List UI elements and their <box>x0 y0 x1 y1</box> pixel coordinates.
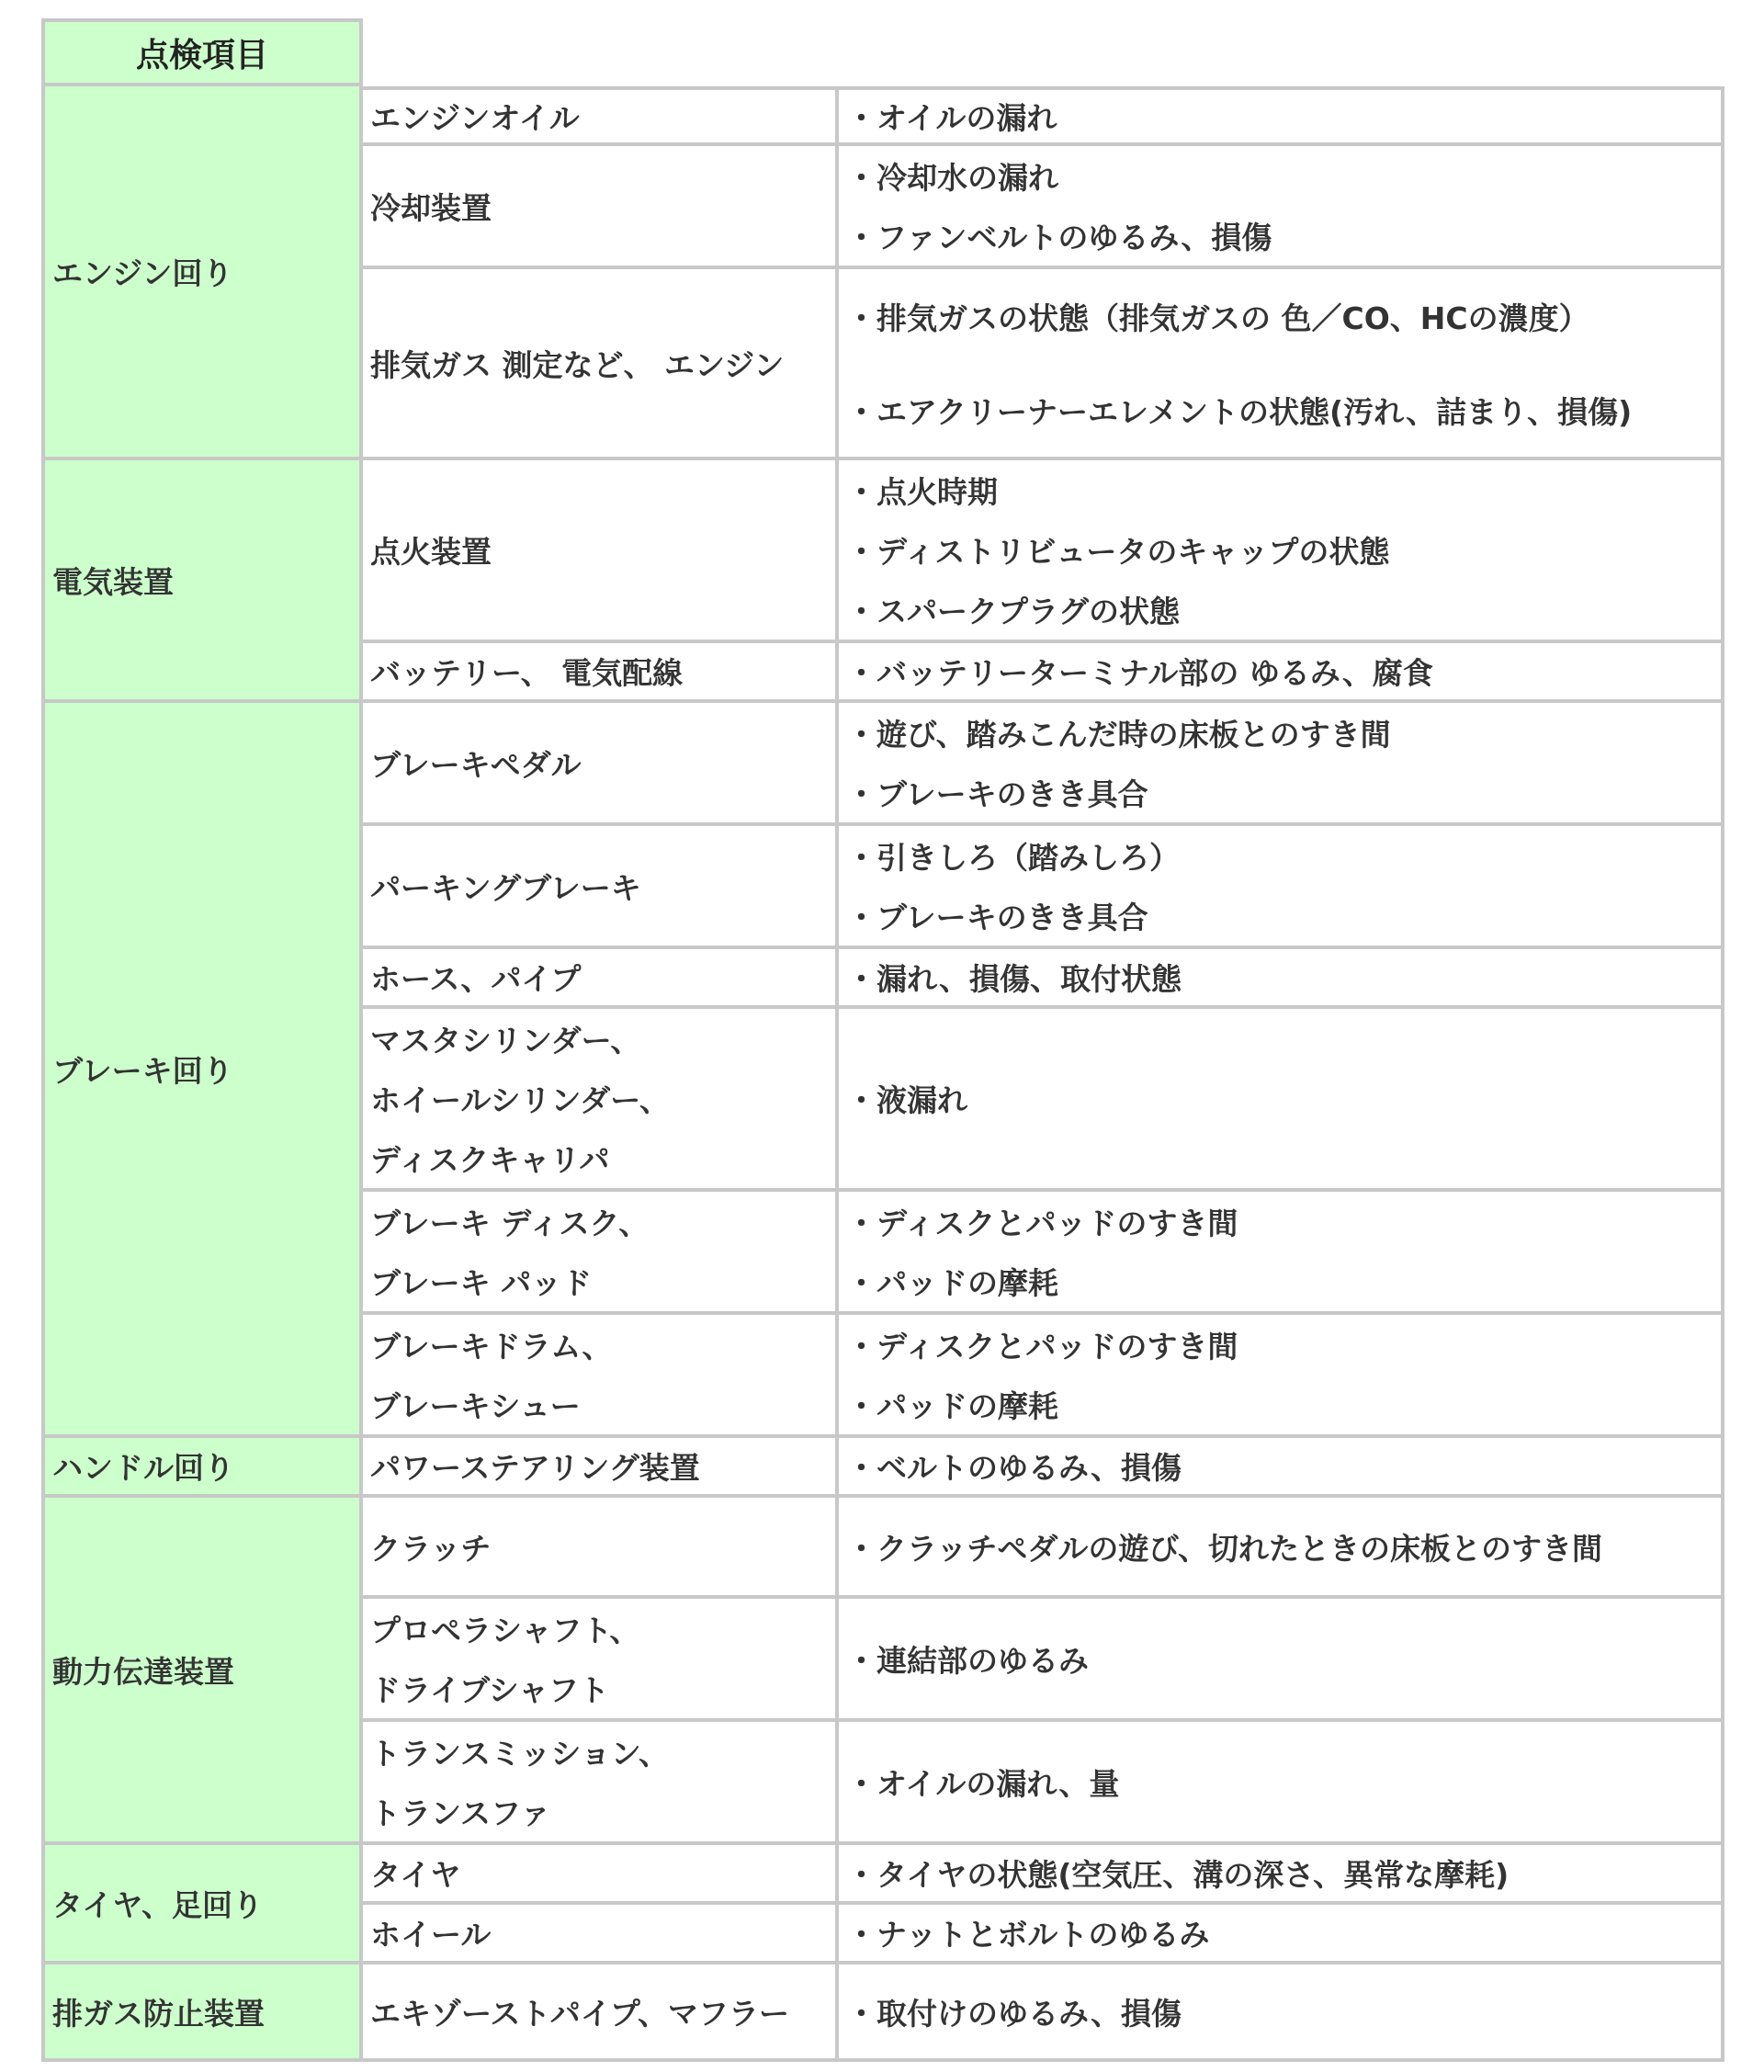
item-line: バッテリー、 電気配線 <box>370 655 684 691</box>
category-cell: タイヤ、足回り <box>41 1845 363 1964</box>
detail-line: ・スパークプラグの状態 <box>846 594 1180 629</box>
item-line: ブレーキドラム、 <box>370 1329 613 1364</box>
item-line: マスタシリンダー、 <box>370 1023 641 1059</box>
item-cell <box>363 1315 839 1438</box>
table-row <box>41 1964 1724 2062</box>
item-line: ホイール <box>370 1917 492 1953</box>
item-cell <box>363 703 839 826</box>
detail-cell <box>839 460 1724 643</box>
detail-cell <box>839 1438 1724 1498</box>
item-cell <box>363 643 839 703</box>
detail-cell <box>839 1315 1724 1438</box>
item-line: ブレーキ パッド <box>370 1265 593 1301</box>
item-line: トランスファ <box>370 1795 551 1831</box>
item-line: ブレーキペダル <box>370 746 582 783</box>
item-line: エンジンオイル <box>370 100 580 136</box>
detail-line: ・ナットとボルトのゆるみ <box>846 1917 1210 1953</box>
item-cell <box>363 86 839 146</box>
table-row <box>41 1498 1724 1599</box>
table-row <box>41 1438 1724 1498</box>
inspection-table <box>41 18 1724 2062</box>
item-cell <box>363 1009 839 1192</box>
header-cell: 点検項目 <box>41 18 363 86</box>
detail-cell <box>839 269 1724 460</box>
detail-line: ・排気ガスの状態（排気ガスの 色／CO、HCの濃度） <box>846 300 1589 336</box>
detail-line: ・冷却水の漏れ <box>846 160 1058 196</box>
category-cell: 電気装置 <box>41 460 363 703</box>
item-line: ブレーキ ディスク、 <box>370 1206 650 1241</box>
category-cell: ハンドル回り <box>41 1438 363 1498</box>
item-cell <box>363 1722 839 1845</box>
item-cell <box>363 826 839 949</box>
detail-cell <box>839 1009 1724 1192</box>
detail-line: ・オイルの漏れ <box>846 100 1057 136</box>
detail-line: ・ブレーキのきき具合 <box>846 900 1148 935</box>
item-line: 排気ガス 測定など、 エンジン <box>370 346 785 383</box>
detail-line: ・ファンベルトのゆるみ、損傷 <box>846 220 1272 255</box>
item-line: ブレーキシュー <box>370 1388 581 1424</box>
item-line: エキゾーストパイプ、マフラー <box>370 1995 790 2032</box>
item-cell <box>363 460 839 643</box>
category-cell: エンジン回り <box>41 86 363 460</box>
detail-line: ・バッテリーターミナル部の ゆるみ、腐食 <box>846 655 1433 691</box>
category-cell: 排ガス防止装置 <box>41 1964 363 2062</box>
item-cell <box>363 269 839 460</box>
item-line: 冷却装置 <box>370 189 492 226</box>
detail-line: ・タイヤの状態(空気圧、溝の深さ、異常な摩耗) <box>846 1857 1510 1893</box>
detail-cell <box>839 1192 1724 1315</box>
item-line: タイヤ <box>370 1857 461 1893</box>
detail-cell <box>839 643 1724 703</box>
item-cell <box>363 146 839 269</box>
detail-line: ・パッドの摩耗 <box>846 1265 1058 1301</box>
detail-line: ・ディスクとパッドのすき間 <box>846 1329 1238 1364</box>
item-cell <box>363 1438 839 1498</box>
detail-cell <box>839 86 1724 146</box>
detail-cell <box>839 1905 1724 1964</box>
item-line: クラッチ <box>370 1530 492 1567</box>
item-cell <box>363 1192 839 1315</box>
detail-line: ・漏れ、損傷、取付状態 <box>846 961 1182 997</box>
detail-cell <box>839 1599 1724 1722</box>
item-line: パーキングブレーキ <box>370 869 641 906</box>
item-cell <box>363 1498 839 1599</box>
detail-cell <box>839 1964 1724 2062</box>
detail-line: ・ディスクとパッドのすき間 <box>846 1206 1238 1241</box>
item-cell <box>363 1845 839 1905</box>
item-line: ホイールシリンダー、 <box>370 1082 670 1118</box>
detail-cell <box>839 1845 1724 1905</box>
detail-cell <box>839 146 1724 269</box>
item-line: 点火装置 <box>370 534 492 570</box>
detail-line: ・ディストリビュータのキャップの状態 <box>846 534 1390 570</box>
item-line: ホース、パイプ <box>370 961 582 997</box>
detail-cell <box>839 1498 1724 1599</box>
item-cell <box>363 1599 839 1722</box>
detail-line: ・オイルの漏れ、量 <box>846 1765 1120 1802</box>
item-cell <box>363 1964 839 2062</box>
detail-line: ・取付けのゆるみ、損傷 <box>846 1995 1182 2032</box>
category-cell: 動力伝達装置 <box>41 1498 363 1845</box>
table-row <box>41 703 1724 826</box>
item-line: トランスミッション、 <box>370 1736 670 1772</box>
item-cell <box>363 1905 839 1964</box>
detail-line: ・液漏れ <box>846 1082 967 1118</box>
detail-line: ・連結部のゆるみ <box>846 1642 1089 1679</box>
detail-line: ・点火時期 <box>846 474 998 510</box>
detail-cell <box>839 703 1724 826</box>
item-line: ディスクキャリパ <box>370 1142 610 1178</box>
item-line: プロペラシャフト、 <box>370 1613 640 1648</box>
table-row <box>41 460 1724 643</box>
category-cell: ブレーキ回り <box>41 703 363 1438</box>
table-row <box>41 86 1724 146</box>
header-row <box>41 18 1724 86</box>
item-cell <box>363 949 839 1009</box>
detail-line: ・遊び、踏みこんだ時の床板とのすき間 <box>846 717 1391 753</box>
table-row <box>41 1845 1724 1905</box>
detail-line: ・エアクリーナーエレメントの状態(汚れ、詰まり、損傷) <box>846 393 1633 430</box>
detail-line: ・引きしろ（踏みしろ） <box>846 840 1180 876</box>
detail-cell <box>839 949 1724 1009</box>
detail-cell <box>839 1722 1724 1845</box>
item-line: パワーステアリング装置 <box>370 1450 700 1486</box>
detail-line: ・ブレーキのきき具合 <box>846 776 1148 812</box>
detail-line: ・クラッチペダルの遊び、切れたときの床板とのすき間 <box>846 1530 1603 1567</box>
detail-line: ・パッドの摩耗 <box>846 1388 1058 1424</box>
header-blank <box>363 18 1724 86</box>
detail-cell <box>839 826 1724 949</box>
detail-line: ・ベルトのゆるみ、損傷 <box>846 1450 1182 1486</box>
item-line: ドライブシャフト <box>370 1672 610 1708</box>
